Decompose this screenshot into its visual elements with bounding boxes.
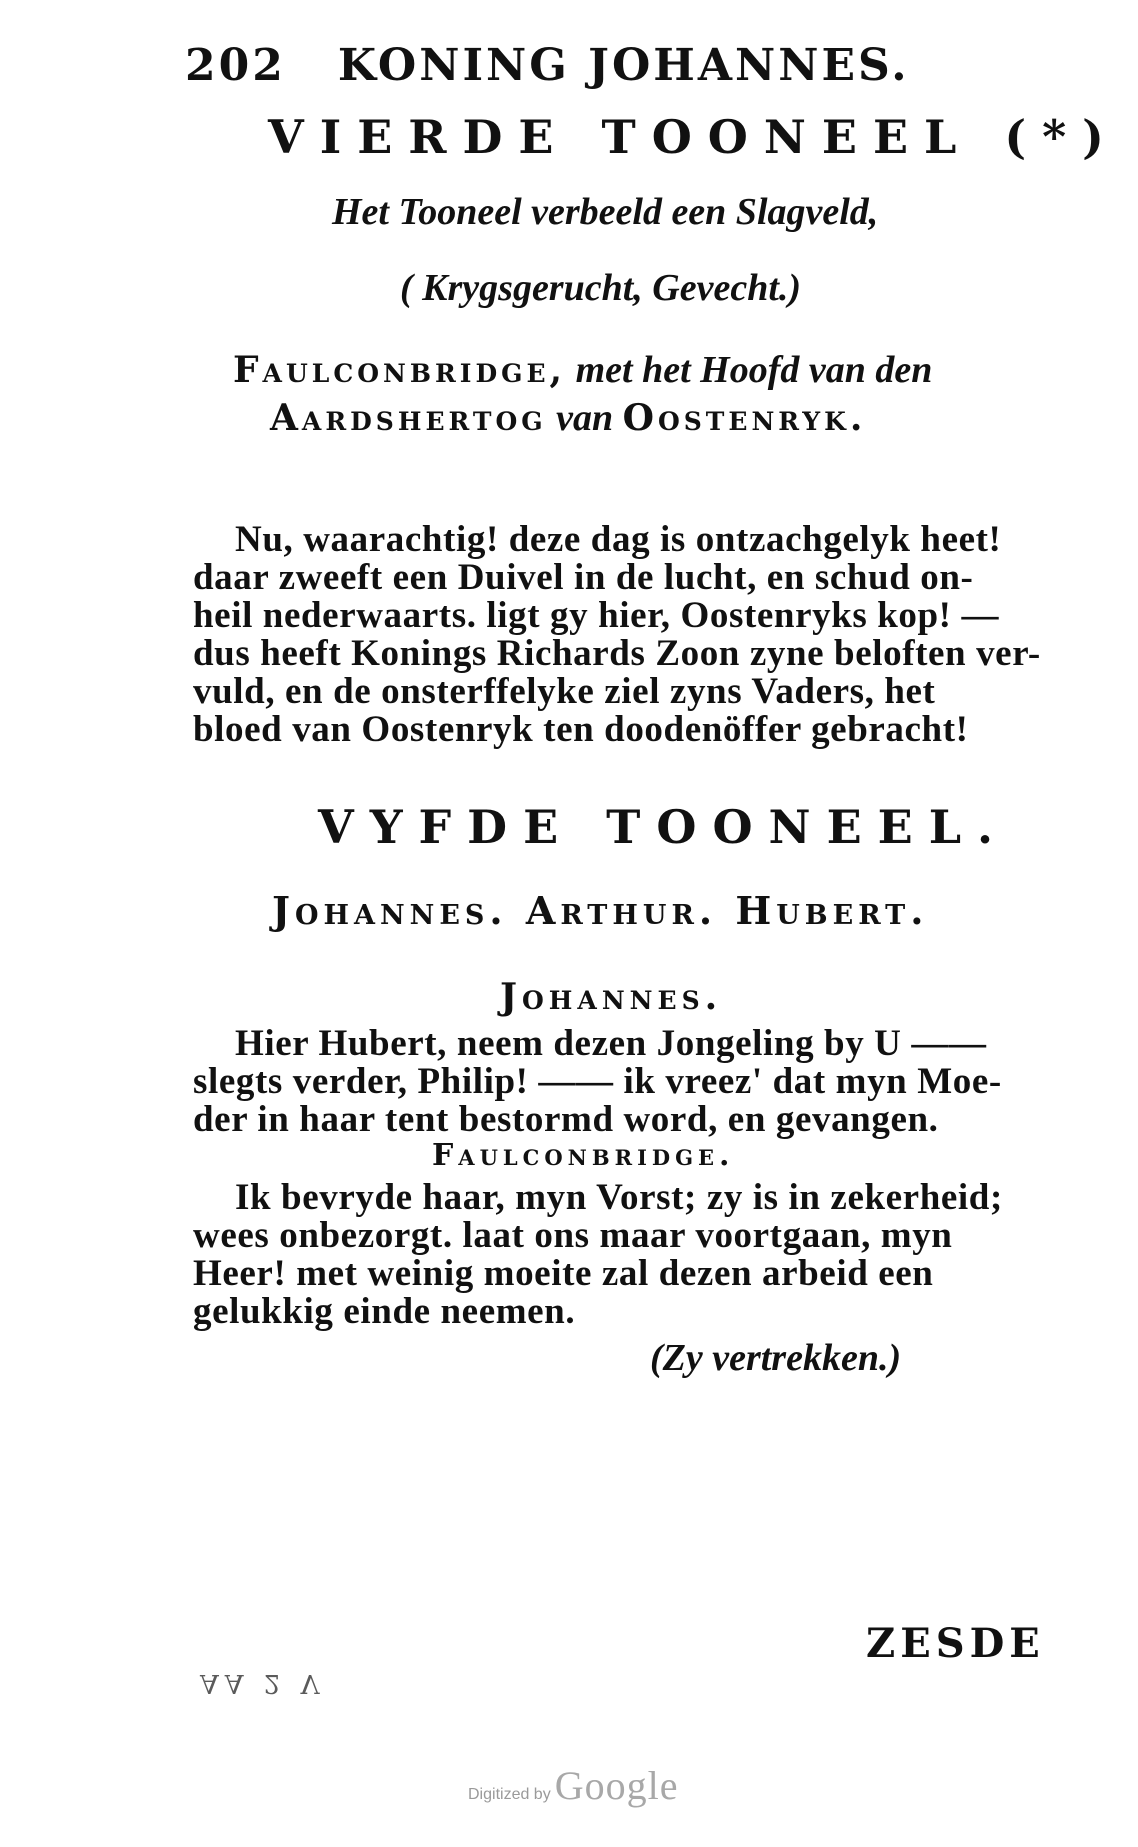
speech-line: vuld, en de onsterffelyke ziel zyns Vaders, het	[193, 671, 936, 712]
stage-direction: ( Krygsgerucht, Gevecht.)	[400, 267, 802, 309]
entrance-line-1	[233, 348, 932, 392]
speech-line: bloed van Oostenryk ten doodenöffer gebracht!	[193, 709, 969, 750]
signature-mark: AA 2 V	[200, 1668, 326, 1698]
speech-line: Ik bevryde haar, myn Vorst; zy is in zekerheid;	[235, 1177, 1003, 1218]
speech-line: slegts verder, Philip! —— ik vreez' dat myn Moe-	[193, 1061, 1002, 1102]
speech-line: daar zweeft een Duivel in de lucht, en schud on-	[193, 557, 974, 598]
running-title: KONING JOHANNES.	[337, 40, 910, 91]
running-head	[185, 40, 910, 91]
scene-heading-4: VIERDE TOONEEL (*)	[268, 110, 1120, 164]
watermark-prefix: Digitized by	[468, 1786, 551, 1803]
speaker-faulconbridge: Faulconbridge.	[432, 1138, 735, 1173]
speech-line: dus heeft Konings Richards Zoon zyne beloften ver-	[193, 633, 1041, 674]
character-name: Faulconbridge,	[233, 349, 567, 391]
speech-line: der in haar tent bestormd word, en gevangen.	[193, 1099, 939, 1140]
catchword: ZESDE	[866, 1620, 1045, 1667]
scene-heading-5: VYFDE TOONEEL.	[318, 800, 1010, 854]
speech-line: gelukkig einde neemen.	[193, 1291, 576, 1332]
speech-line: wees onbezorgt. laat ons maar voortgaan, myn	[193, 1215, 953, 1256]
speaker-johannes: Johannes.	[500, 976, 723, 1018]
entrance-line-2	[270, 396, 866, 440]
character-list: Johannes. Arthur. Hubert.	[272, 888, 929, 933]
speech-line: heil nederwaarts. ligt gy hier, Oostenryks kop! —	[193, 595, 1000, 636]
exit-direction: (Zy vertrekken.)	[650, 1337, 902, 1379]
character-name: Oostenryk.	[622, 397, 867, 439]
character-name: Aardshertog	[270, 397, 547, 439]
page-number: 202	[185, 40, 286, 91]
stage-setting: Het Tooneel verbeeld een Slagveld,	[332, 191, 879, 233]
google-logo: Google	[554, 1763, 679, 1808]
digitization-watermark	[468, 1762, 678, 1809]
speech-line: Heer! met weinig moeite zal dezen arbeid een	[193, 1253, 934, 1294]
speech-line: Nu, waarachtig! deze dag is ontzachgelyk heet!	[235, 519, 1002, 560]
entrance-text: van	[546, 397, 623, 439]
entrance-text: met het Hoofd van den	[566, 349, 933, 391]
speech-line: Hier Hubert, neem dezen Jongeling by U ——	[235, 1023, 987, 1064]
